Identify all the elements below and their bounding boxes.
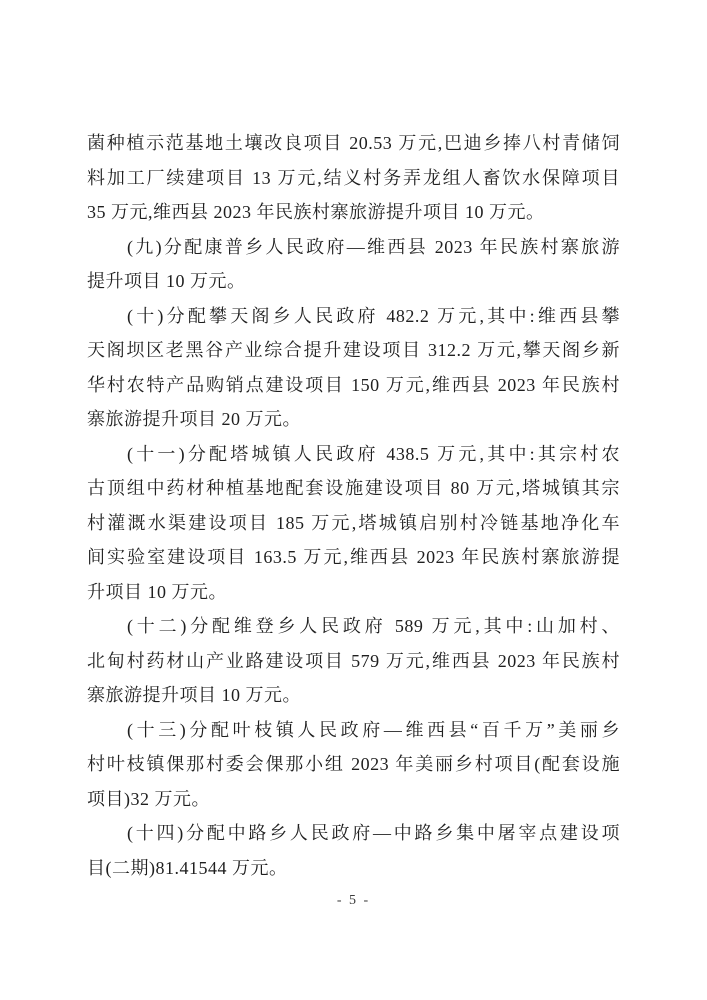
text-line: 北甸村药材山产业路建设项目 579 万元,维西县 2023 年民族村 (87, 650, 620, 671)
text-line: (十二)分配维登乡人民政府 589 万元,其中:山加村、 (127, 616, 620, 636)
text-line: 升项目 10 万元。 (87, 581, 227, 602)
text-line: 华村农特产品购销点建设项目 150 万元,维西县 2023 年民族村 (87, 374, 620, 395)
text-line: 料加工厂续建项目 13 万元,结义村务弄龙组人畜饮水保障项目 (87, 167, 620, 188)
text-line: 35 万元,维西县 2023 年民族村寨旅游提升项目 10 万元。 (87, 202, 545, 222)
text-line: 项目)32 万元。 (87, 788, 210, 809)
document-body (87, 126, 620, 885)
text-line: (十三)分配叶枝镇人民政府—维西县“百千万”美丽乡 (127, 719, 620, 740)
text-line: 古顶组中药材种植基地配套设施建设项目 80 万元,塔城镇其宗 (87, 478, 620, 498)
text-line: 村灌溉水渠建设项目 185 万元,塔城镇启别村冷链基地净化车 (87, 512, 620, 533)
page-number: - 5 - (336, 893, 371, 908)
text-line: 寨旅游提升项目 20 万元。 (87, 409, 301, 429)
text-line: (十)分配攀天阁乡人民政府 482.2 万元,其中:维西县攀 (127, 305, 620, 326)
text-line: 间实验室建设项目 163.5 万元,维西县 2023 年民族村寨旅游提 (87, 547, 620, 567)
text-line: 菌种植示范基地土壤改良项目 20.53 万元,巴迪乡捧八村青储饲 (87, 133, 620, 153)
text-line: 寨旅游提升项目 10 万元。 (87, 685, 301, 705)
text-line: (十一)分配塔城镇人民政府 438.5 万元,其中:其宗村农 (127, 443, 620, 464)
text-line: (九)分配康普乡人民政府—维西县 2023 年民族村寨旅游 (127, 236, 620, 257)
text-line: 目(二期)81.41544 万元。 (87, 857, 288, 878)
text-line: 天阁坝区老黑谷产业综合提升建设项目 312.2 万元,攀天阁乡新 (87, 340, 620, 360)
text-line: 村叶枝镇倮那村委会倮那小组 2023 年美丽乡村项目(配套设施 (87, 754, 620, 774)
text-line: (十四)分配中路乡人民政府—中路乡集中屠宰点建设项 (127, 823, 620, 843)
text-line: 提升项目 10 万元。 (87, 271, 246, 291)
